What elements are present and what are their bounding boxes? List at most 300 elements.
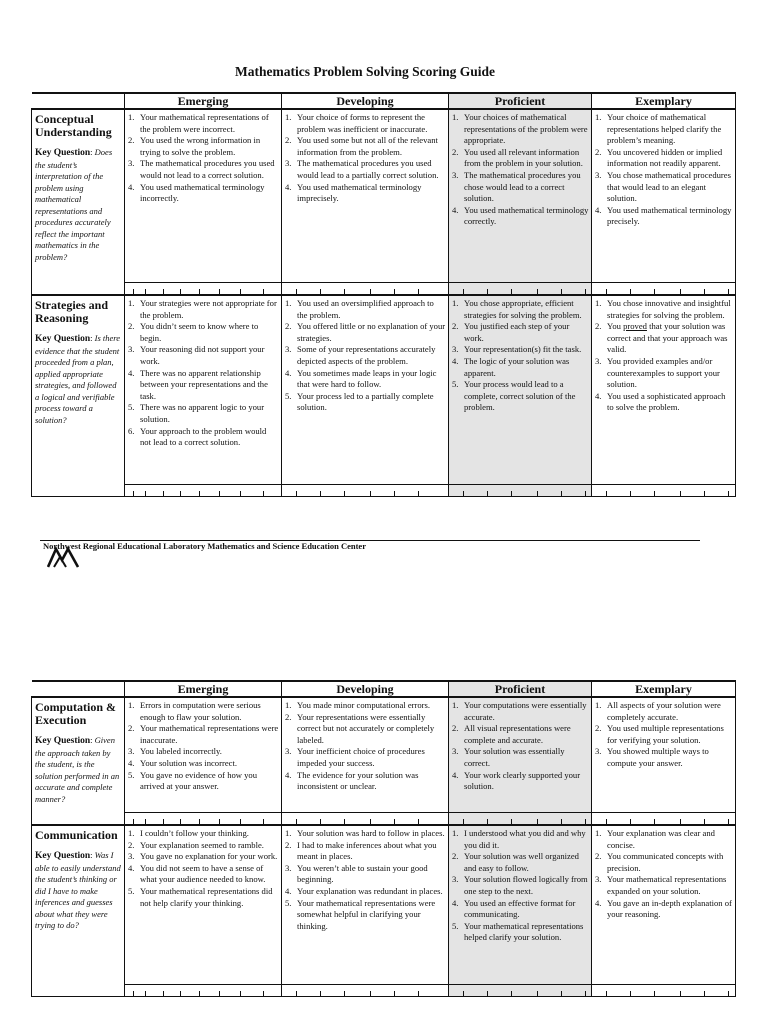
rubric-cell-proficient — [449, 697, 592, 825]
rubric-item — [452, 770, 589, 793]
scale-tick — [296, 491, 297, 496]
criterion-title: Communication — [35, 828, 118, 842]
scale-tick — [133, 491, 134, 496]
item-number: 3. — [595, 169, 602, 180]
criterion-title: Strategies and Reasoning — [35, 298, 108, 325]
scale-tick — [296, 289, 297, 294]
item-text: The evidence for your solution was inconsistent or unclear. — [297, 769, 419, 792]
rubric-cell-developing — [282, 109, 449, 295]
scale-tick — [487, 491, 488, 496]
scale-tick — [219, 289, 220, 294]
rubric-item — [285, 321, 446, 344]
scale-tick — [320, 491, 321, 496]
criterion-row-strategies-and-reasoning — [32, 295, 736, 496]
rubric-item — [452, 321, 589, 344]
rubric-item — [128, 298, 279, 321]
level-header-developing: Developing — [282, 681, 449, 697]
item-number: 4. — [595, 390, 602, 401]
key-question: Key Question: Does the student’s interpretation of the problem using mathematical representations and procedures accurately reflect the important mathematics in the problem? — [35, 147, 113, 262]
scale-tick — [728, 289, 729, 294]
item-text: Your inefficient choice of procedures impeded your success. — [297, 746, 425, 768]
item-text: You gave an in-depth explanation of your reasoning. — [607, 897, 732, 920]
scale-tick — [370, 289, 371, 294]
scale-tick — [418, 991, 419, 996]
item-number: 3. — [595, 355, 602, 366]
item-number: 3. — [452, 169, 459, 180]
item-number: 1. — [452, 828, 459, 838]
item-number: 4. — [128, 757, 135, 768]
item-number: 2. — [128, 135, 135, 146]
item-number: 1. — [285, 298, 292, 308]
scale-tick — [728, 491, 729, 496]
scale-tick — [163, 819, 164, 824]
scale-tick — [240, 819, 241, 824]
item-text: Your representation(s) fit the task. — [464, 344, 582, 355]
rubric-item — [285, 158, 446, 181]
scale-tick — [585, 289, 586, 294]
item-text: You used an oversimplified approach to the problem. — [297, 298, 434, 320]
item-number: 3. — [128, 158, 135, 169]
item-number: 3. — [285, 862, 292, 873]
page-title: Mathematics Problem Solving Scoring Guide — [235, 64, 495, 79]
item-number: 4. — [128, 862, 135, 873]
score-scale — [592, 984, 735, 996]
item-number: 1. — [128, 112, 135, 122]
scale-tick — [680, 991, 681, 996]
rubric-item — [285, 182, 446, 205]
item-text: Your reasoning did not support your work. — [140, 344, 265, 366]
score-scale — [449, 282, 591, 294]
rubric-item — [285, 828, 446, 840]
scale-tick — [180, 819, 181, 824]
item-number: 6. — [128, 425, 135, 436]
key-question-label: Key Question — [35, 736, 91, 746]
rubric-item — [595, 828, 733, 851]
scale-tick — [344, 491, 345, 496]
item-number: 3. — [128, 344, 135, 355]
rubric-item — [285, 112, 446, 135]
scale-tick — [296, 819, 297, 824]
item-number: 2. — [595, 851, 602, 862]
scale-tick — [263, 289, 264, 294]
header-corner — [32, 681, 125, 697]
scale-tick — [296, 991, 297, 996]
item-number: 1. — [285, 700, 292, 710]
item-text: Your process led to a partially complete solution. — [297, 390, 434, 413]
item-text: You gave no evidence of how you arrived at your answer. — [140, 769, 258, 792]
item-text: You offered little or no explanation of your strategies. — [297, 321, 446, 343]
item-number: 4. — [452, 355, 459, 366]
scale-tick — [704, 819, 705, 824]
item-text: The mathematical procedures you used would not lead to a correct solution. — [140, 158, 275, 180]
rubric-cell-emerging — [125, 295, 282, 496]
item-text: Your choices of mathematical representations of the problem were appropriate. — [464, 112, 588, 146]
item-text: Your choice of forms to represent the problem was inefficient or inaccurate. — [297, 112, 428, 134]
rubric-item — [128, 828, 279, 840]
item-text: You made minor computational errors. — [297, 700, 431, 710]
scale-tick — [180, 289, 181, 294]
score-scale — [125, 282, 281, 294]
rubric-cell-exemplary — [592, 109, 736, 295]
scale-tick — [163, 991, 164, 996]
item-number: 3. — [595, 746, 602, 757]
item-text: There was no apparent relationship between your representations and the task. — [140, 367, 268, 401]
scale-tick — [145, 819, 146, 824]
rubric-item — [595, 147, 733, 170]
scale-tick — [320, 819, 321, 824]
rubric-item — [285, 135, 446, 158]
rubric-cell-developing — [282, 825, 449, 996]
scale-tick — [263, 491, 264, 496]
scale-tick — [320, 289, 321, 294]
item-number: 2. — [285, 321, 292, 332]
scale-tick — [561, 991, 562, 996]
rubric-item — [285, 298, 446, 321]
rubric-item — [452, 828, 589, 851]
rubric-item — [595, 298, 733, 321]
scale-tick — [133, 991, 134, 996]
scale-tick — [537, 991, 538, 996]
item-text: Your solution was incorrect. — [140, 757, 237, 768]
item-text: You chose appropriate, efficient strategies for solving the problem. — [464, 298, 582, 320]
item-number: 2. — [595, 723, 602, 734]
rubric-cell-emerging — [125, 109, 282, 295]
item-text: You used some but not all of the relevant information from the problem. — [297, 135, 438, 157]
scale-tick — [537, 819, 538, 824]
scale-tick — [133, 819, 134, 824]
item-text: The mathematical procedures you chose would lead to a correct solution. — [464, 169, 581, 204]
item-text: You used a sophisticated approach to solve the problem. — [607, 390, 726, 413]
criterion-cell — [32, 109, 125, 295]
scale-tick — [240, 491, 241, 496]
rubric-item — [128, 402, 279, 425]
scale-tick — [680, 491, 681, 496]
rubric-cell-emerging — [125, 825, 282, 996]
item-text: Your explanation was clear and concise. — [607, 828, 715, 850]
key-question-label: Key Question — [35, 851, 91, 861]
item-number: 4. — [128, 367, 135, 378]
rubric-item — [595, 723, 733, 746]
item-text: I had to make inferences about what you meant in places. — [297, 839, 437, 862]
scale-tick — [145, 491, 146, 496]
level-header-exemplary: Exemplary — [592, 681, 736, 697]
scale-tick — [630, 819, 631, 824]
item-text: The mathematical procedures you used would lead to a partially correct solution. — [297, 158, 439, 180]
scale-tick — [394, 991, 395, 996]
item-number: 2. — [595, 321, 602, 332]
score-scale — [592, 812, 735, 824]
item-number: 2. — [285, 135, 292, 146]
scale-tick — [606, 491, 607, 496]
scale-tick — [680, 289, 681, 294]
item-number: 5. — [128, 885, 135, 896]
scale-tick — [704, 991, 705, 996]
scale-tick — [704, 491, 705, 496]
score-scale — [125, 984, 281, 996]
scale-tick — [394, 819, 395, 824]
rubric-item — [595, 356, 733, 391]
item-number: 1. — [285, 828, 292, 838]
item-number: 4. — [452, 769, 459, 780]
rubric-item — [285, 746, 446, 769]
item-number: 4. — [128, 181, 135, 192]
item-number: 3. — [285, 746, 292, 757]
rubric-item — [595, 700, 733, 723]
item-number: 2. — [128, 723, 135, 734]
item-number: 1. — [595, 700, 602, 710]
rubric-item — [452, 851, 589, 874]
rubric-item — [285, 840, 446, 863]
item-text: You used mathematical terminology imprecisely. — [297, 181, 422, 204]
score-scale — [282, 282, 448, 294]
scale-tick — [630, 991, 631, 996]
rubric-item — [452, 112, 589, 147]
scale-tick — [463, 819, 464, 824]
key-question-text: Was I able to easily understand the student’s thinking or did I have to make inferences and guesses about what they were trying to do? — [35, 850, 121, 930]
scale-tick — [418, 289, 419, 294]
criterion-cell — [32, 697, 125, 825]
item-text: You used mathematical terminology incorrectly. — [140, 181, 265, 204]
item-number: 1. — [128, 298, 135, 308]
item-number: 1. — [595, 298, 602, 308]
scale-tick — [511, 991, 512, 996]
item-text: You did not seem to have a sense of what your audience needed to know. — [140, 862, 266, 885]
rubric-cell-exemplary — [592, 295, 736, 496]
scale-tick — [199, 491, 200, 496]
rubric-item — [452, 700, 589, 723]
score-scale — [282, 812, 448, 824]
scale-tick — [728, 819, 729, 824]
scale-tick — [240, 289, 241, 294]
item-text: You communicated concepts with precision. — [607, 851, 724, 873]
item-text: You used mathematical terminology correctly. — [464, 204, 589, 227]
rubric-item — [452, 344, 589, 356]
rubric-item — [452, 298, 589, 321]
item-text: I couldn’t follow your thinking. — [140, 828, 249, 838]
scoring-table-bottom — [31, 680, 736, 997]
item-number: 3. — [285, 344, 292, 355]
rubric-item — [285, 712, 446, 747]
rubric-cell-exemplary — [592, 825, 736, 996]
rubric-item — [285, 344, 446, 367]
level-header-proficient: Proficient — [449, 93, 592, 109]
rubric-item — [128, 321, 279, 344]
item-text: You uncovered hidden or implied information not readily apparent. — [607, 146, 723, 169]
scale-tick — [145, 991, 146, 996]
rubric-item — [285, 770, 446, 793]
scale-tick — [370, 491, 371, 496]
item-text: You justified each step of your work. — [464, 321, 570, 343]
scale-tick — [537, 289, 538, 294]
item-number: 3. — [452, 746, 459, 757]
item-number: 1. — [128, 828, 135, 838]
item-text: Your solution flowed logically from one step to the next. — [464, 874, 588, 896]
item-number: 5. — [128, 402, 135, 413]
scale-tick — [487, 289, 488, 294]
rubric-item — [595, 391, 733, 414]
rubric-item — [285, 391, 446, 414]
scale-tick — [199, 819, 200, 824]
scale-tick — [394, 491, 395, 496]
rubric-cell-emerging — [125, 697, 282, 825]
item-number: 3. — [595, 874, 602, 885]
item-number: 2. — [595, 146, 602, 157]
scale-tick — [680, 819, 681, 824]
scale-tick — [199, 289, 200, 294]
rubric-item — [595, 898, 733, 921]
scale-tick — [463, 491, 464, 496]
scale-tick — [199, 991, 200, 996]
scale-tick — [728, 991, 729, 996]
scale-tick — [585, 819, 586, 824]
score-scale — [592, 282, 735, 294]
scale-tick — [418, 491, 419, 496]
score-scale — [125, 812, 281, 824]
item-text: You labeled incorrectly. — [140, 746, 222, 757]
item-text: Your mathematical representations were inaccurate. — [140, 723, 279, 745]
scale-tick — [370, 991, 371, 996]
scale-tick — [344, 819, 345, 824]
item-number: 2. — [285, 711, 292, 722]
rubric-item — [128, 770, 279, 793]
item-text: Your work clearly supported your solution. — [464, 769, 581, 792]
scale-tick — [219, 991, 220, 996]
scale-tick — [606, 819, 607, 824]
rubric-item — [285, 700, 446, 712]
level-header-developing: Developing — [282, 93, 449, 109]
item-number: 1. — [128, 700, 135, 710]
item-text: Your representations were essentially correct but not accurately or completely labeled. — [297, 711, 435, 745]
item-number: 4. — [285, 181, 292, 192]
rubric-item — [128, 135, 279, 158]
rubric-cell-exemplary — [592, 697, 736, 825]
rubric-item — [595, 746, 733, 769]
criterion-cell — [32, 825, 125, 996]
item-text: Your mathematical representations helped clarify your solution. — [464, 920, 584, 943]
item-number: 2. — [452, 146, 459, 157]
scale-tick — [561, 819, 562, 824]
item-text: Your mathematical representations of the problem were incorrect. — [140, 112, 269, 134]
item-number: 4. — [595, 204, 602, 215]
item-text: Your process would lead to a complete, correct solution of the problem. — [464, 379, 576, 413]
mountain-logo-icon — [47, 546, 79, 568]
key-question: Key Question: Was I able to easily understand the student’s thinking or did I have to make inferences and guesses about what they were trying to do? — [35, 850, 121, 930]
scale-tick — [263, 991, 264, 996]
item-text: There was no apparent logic to your solution. — [140, 402, 265, 424]
item-text: Your choice of mathematical representations helped clarify the problem’s meaning. — [607, 112, 722, 146]
rubric-item — [285, 886, 446, 898]
score-scale — [282, 484, 448, 496]
scale-tick — [630, 491, 631, 496]
item-text: The logic of your solution was apparent. — [464, 355, 570, 378]
key-question: Key Question: Is there evidence that the student proceeded from a plan, applied appropriate strategies, and followed a logical and verifiable process toward a solution? — [35, 333, 121, 425]
item-text: You gave no explanation for your work. — [140, 851, 278, 862]
score-scale — [592, 484, 735, 496]
rubric-item — [595, 170, 733, 205]
rubric-item — [128, 112, 279, 135]
item-number: 3. — [285, 158, 292, 169]
item-text: All visual representations were complete and accurate. — [464, 723, 571, 745]
rubric-item — [452, 205, 589, 228]
item-text: You proved that your solution was correct and that your approach was valid. — [607, 321, 728, 355]
level-header-proficient: Proficient — [449, 681, 592, 697]
scale-tick — [240, 991, 241, 996]
scale-tick — [585, 491, 586, 496]
item-text: Your solution was essentially correct. — [464, 746, 565, 768]
item-text: Your computations were essentially accurate. — [464, 700, 587, 722]
rubric-cell-proficient — [449, 109, 592, 295]
item-number: 4. — [285, 769, 292, 780]
key-question-label: Key Question — [35, 148, 91, 158]
scale-tick — [463, 289, 464, 294]
item-text: Your mathematical representations were somewhat helpful in clarifying your thinking. — [297, 897, 436, 931]
item-number: 1. — [285, 112, 292, 122]
item-number: 2. — [452, 321, 459, 332]
rubric-item — [128, 758, 279, 770]
footer-organization: Northwest Regional Educational Laboratory Mathematics and Science Education Center — [43, 541, 366, 551]
rubric-item — [285, 368, 446, 391]
item-text: You used all relevant information from the problem in your solution. — [464, 146, 583, 169]
scale-tick — [344, 991, 345, 996]
item-text: You weren’t able to sustain your good beginning. — [297, 862, 428, 885]
item-number: 4. — [285, 367, 292, 378]
scale-tick — [180, 991, 181, 996]
item-number: 1. — [452, 298, 459, 308]
scale-tick — [654, 819, 655, 824]
level-header-exemplary: Exemplary — [592, 93, 736, 109]
scale-tick — [263, 819, 264, 824]
item-text: Errors in computation were serious enough to flaw your solution. — [140, 700, 261, 722]
scale-tick — [163, 491, 164, 496]
scale-tick — [511, 491, 512, 496]
item-number: 5. — [128, 769, 135, 780]
scale-tick — [133, 289, 134, 294]
scale-tick — [606, 991, 607, 996]
scale-tick — [394, 289, 395, 294]
scale-tick — [537, 491, 538, 496]
scale-tick — [585, 991, 586, 996]
rubric-item — [128, 840, 279, 852]
rubric-item — [452, 921, 589, 944]
item-text: Your explanation seemed to ramble. — [140, 839, 264, 850]
rubric-item — [595, 851, 733, 874]
scale-tick — [561, 289, 562, 294]
item-text: All aspects of your solution were completely accurate. — [607, 700, 721, 722]
rubric-item — [595, 112, 733, 147]
scale-tick — [463, 991, 464, 996]
item-number: 1. — [595, 112, 602, 122]
item-text: You used the wrong information in trying to solve the problem. — [140, 135, 261, 157]
scale-tick — [511, 819, 512, 824]
score-scale — [449, 484, 591, 496]
rubric-item — [595, 205, 733, 228]
item-number: 2. — [128, 839, 135, 850]
item-number: 5. — [452, 920, 459, 931]
scale-tick — [630, 289, 631, 294]
scale-tick — [344, 289, 345, 294]
rubric-item — [128, 851, 279, 863]
item-text: You didn’t seem to know where to begin. — [140, 321, 259, 343]
item-number: 3. — [452, 874, 459, 885]
rubric-item — [452, 898, 589, 921]
rubric-item — [128, 746, 279, 758]
key-question: Key Question: Given the approach taken by the student, is the solution performed in an accurate and complete manner? — [35, 735, 120, 804]
rubric-item — [595, 321, 733, 356]
item-number: 5. — [285, 897, 292, 908]
rubric-item — [452, 379, 589, 414]
item-number: 5. — [285, 390, 292, 401]
item-number: 2. — [128, 321, 135, 332]
